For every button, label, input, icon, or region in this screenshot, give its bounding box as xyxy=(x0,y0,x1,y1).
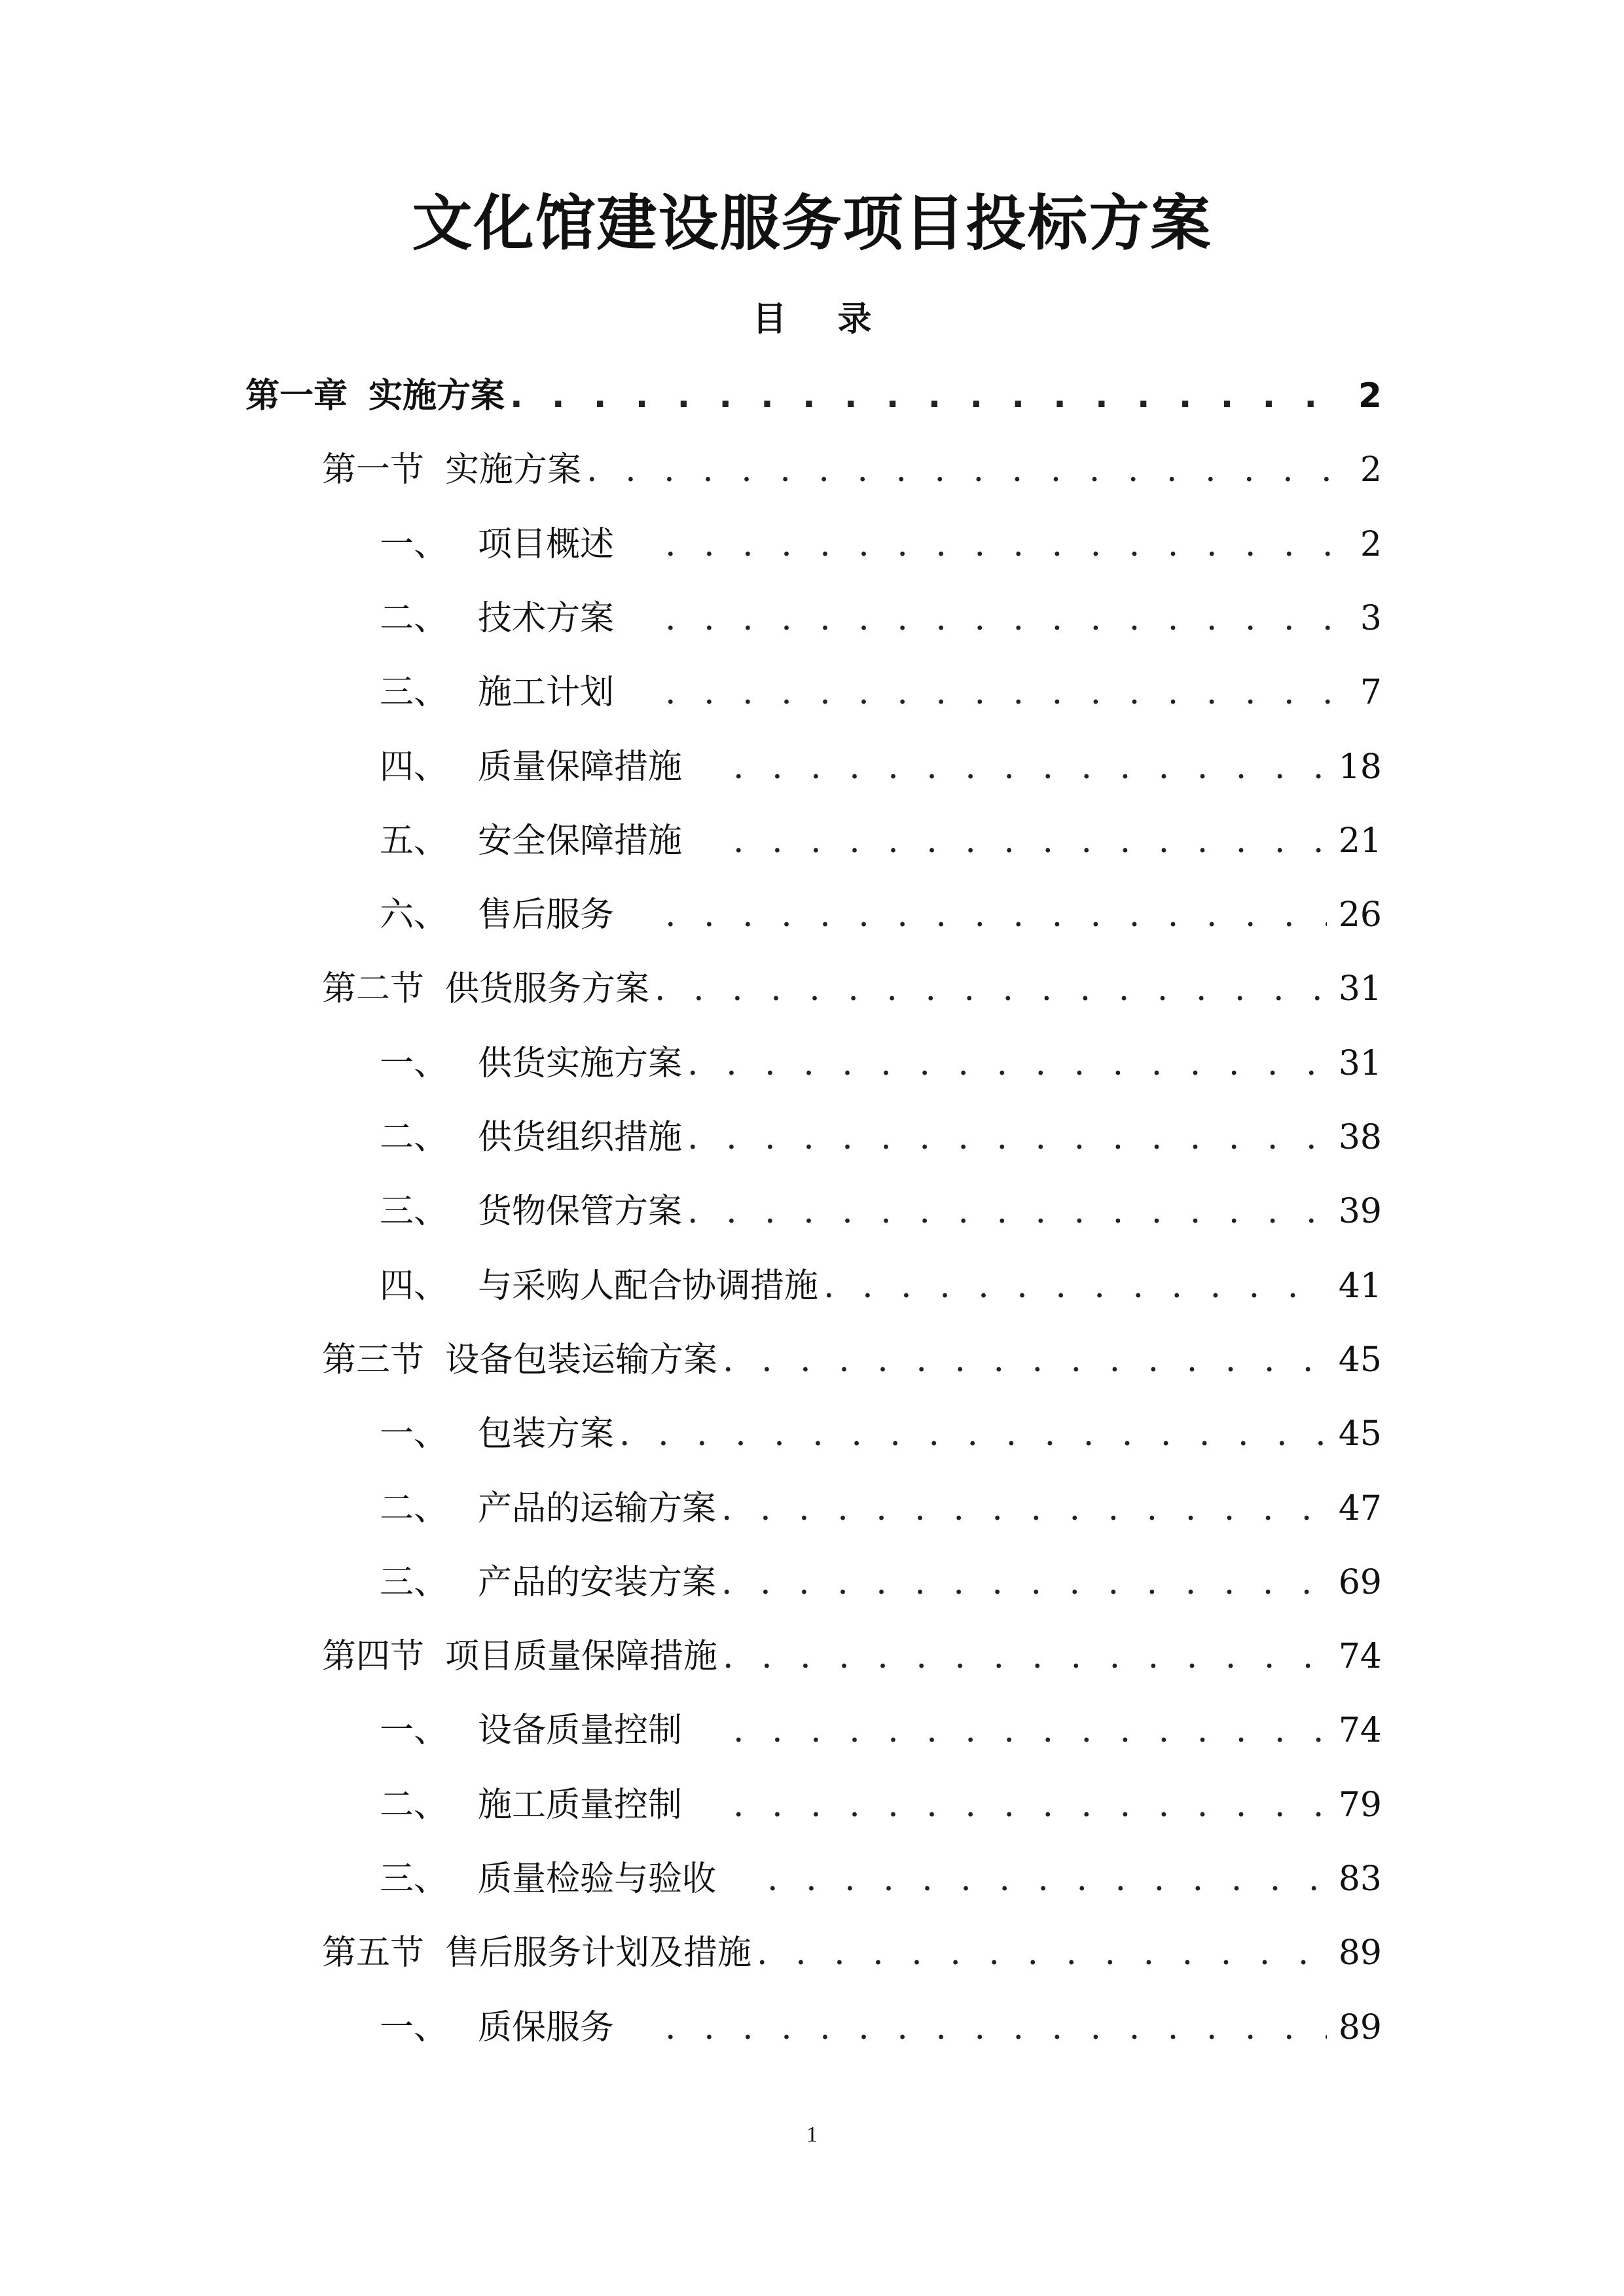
toc-entry-page: 79 xyxy=(1338,1785,1382,1825)
toc-entry[interactable] xyxy=(380,2001,1382,2054)
toc-entry-number: 一、 xyxy=(380,1044,448,1083)
toc-entry[interactable] xyxy=(380,1704,1382,1757)
toc-entry[interactable] xyxy=(380,592,1382,645)
toc-entry-page: 45 xyxy=(1338,1414,1382,1454)
toc-entry-page: 45 xyxy=(1338,1340,1382,1380)
toc-entry-number: 一、 xyxy=(380,525,448,564)
toc-entry-title: 供货服务方案 xyxy=(445,969,650,1009)
toc-entry-page: 2 xyxy=(1360,525,1382,564)
toc-entry-page: 18 xyxy=(1338,747,1382,787)
toc-entry-page: 38 xyxy=(1338,1118,1382,1157)
toc-entry-page: 47 xyxy=(1338,1489,1382,1528)
toc-entry-title: 供货组织措施 xyxy=(478,1118,683,1157)
toc-dot-leader xyxy=(510,370,1346,422)
toc-entry-number: 第五节 xyxy=(322,1933,425,1973)
toc-entry[interactable] xyxy=(380,1408,1382,1460)
toc-entry-title: 质保服务 xyxy=(478,2008,615,2047)
toc-dot-leader xyxy=(665,592,1348,645)
toc-entry-page: 26 xyxy=(1338,895,1382,935)
toc-dot-leader xyxy=(757,1927,1327,1979)
toc-dot-leader xyxy=(687,1037,1327,1090)
toc-entry-title: 质量检验与验收 xyxy=(478,1859,717,1899)
toc-entry[interactable] xyxy=(380,1556,1382,1609)
toc-entry-page: 89 xyxy=(1338,1933,1382,1973)
toc-entry-page: 31 xyxy=(1338,969,1382,1009)
toc-entry-number: 二、 xyxy=(380,1489,448,1528)
toc-entry-title: 技术方案 xyxy=(478,599,615,638)
toc-entry-title: 产品的运输方案 xyxy=(478,1489,717,1528)
toc-entry-title: 设备包装运输方案 xyxy=(445,1340,718,1380)
toc-entry-number: 三、 xyxy=(380,1859,448,1899)
toc-entry-title: 实施方案 xyxy=(445,450,582,490)
toc-entry-number: 五、 xyxy=(380,821,448,861)
toc-dot-leader xyxy=(619,1408,1327,1460)
toc-entry-number: 第三节 xyxy=(322,1340,425,1380)
toc-dot-leader xyxy=(733,815,1327,867)
toc-entry-title: 安全保障措施 xyxy=(478,821,683,861)
toc-entry[interactable] xyxy=(380,518,1382,571)
toc-dot-leader xyxy=(665,518,1348,571)
toc-entry-title: 售后服务 xyxy=(478,895,615,935)
toc-entry-page: 74 xyxy=(1338,1637,1382,1676)
toc-dot-leader xyxy=(687,1185,1327,1238)
toc-dot-leader xyxy=(723,1630,1327,1683)
toc-entry-title: 施工质量控制 xyxy=(478,1785,683,1825)
toc-entry[interactable] xyxy=(380,1482,1382,1535)
toc-entry-title: 售后服务计划及措施 xyxy=(445,1933,752,1973)
toc-entry-page: 2 xyxy=(1360,450,1382,490)
toc-entry-title: 实施方案 xyxy=(369,376,505,416)
toc-entry[interactable] xyxy=(322,1927,1382,1979)
toc-entry-number: 一、 xyxy=(380,2008,448,2047)
toc-entry-page: 7 xyxy=(1360,673,1382,712)
toc-dot-leader xyxy=(586,444,1348,496)
toc-entry-number: 第一节 xyxy=(322,450,425,490)
toc-dot-leader xyxy=(665,2001,1327,2054)
toc-entry-title: 项目概述 xyxy=(478,525,615,564)
toc-entry-page: 21 xyxy=(1338,821,1382,861)
toc-entry[interactable] xyxy=(322,963,1382,1015)
toc-entry[interactable] xyxy=(322,444,1382,496)
toc-entry[interactable] xyxy=(380,815,1382,867)
toc-entry-title: 设备质量控制 xyxy=(478,1711,683,1750)
toc-entry[interactable] xyxy=(245,370,1382,422)
toc-entry[interactable] xyxy=(380,1260,1382,1312)
toc-entry-page: 3 xyxy=(1360,599,1382,638)
document-title: 文化馆建设服务项目投标方案 xyxy=(412,188,1212,259)
toc-dot-leader xyxy=(733,1704,1327,1757)
toc-entry-page: 31 xyxy=(1338,1044,1382,1083)
toc-entry-number: 六、 xyxy=(380,895,448,935)
toc-entry-page: 74 xyxy=(1338,1711,1382,1750)
toc-dot-leader xyxy=(733,1779,1327,1831)
toc-entry[interactable] xyxy=(380,1111,1382,1164)
toc-entry[interactable] xyxy=(380,666,1382,719)
toc-entry[interactable] xyxy=(380,1779,1382,1831)
toc-entry-number: 三、 xyxy=(380,1563,448,1602)
toc-entry-number: 第一章 xyxy=(245,376,348,416)
toc-entry-title: 项目质量保障措施 xyxy=(445,1637,718,1676)
toc-entry[interactable] xyxy=(380,741,1382,793)
toc-entry-title: 施工计划 xyxy=(478,673,615,712)
toc-entry-number: 三、 xyxy=(380,673,448,712)
toc-entry-number: 四、 xyxy=(380,1266,448,1306)
toc-dot-leader xyxy=(721,1482,1327,1535)
toc-entry[interactable] xyxy=(380,1853,1382,1905)
toc-entry-title: 供货实施方案 xyxy=(478,1044,683,1083)
toc-dot-leader xyxy=(723,1334,1327,1386)
toc-dot-leader xyxy=(733,741,1327,793)
toc-heading: 目 录 xyxy=(752,299,892,339)
toc-dot-leader xyxy=(665,666,1348,719)
toc-dot-leader xyxy=(665,889,1327,941)
toc-entry-title: 包装方案 xyxy=(478,1414,615,1454)
toc-dot-leader xyxy=(823,1260,1327,1312)
toc-entry-title: 与采购人配合协调措施 xyxy=(478,1266,819,1306)
toc-entry-title: 质量保障措施 xyxy=(478,747,683,787)
toc-entry-number: 二、 xyxy=(380,1785,448,1825)
page-number: 1 xyxy=(806,2123,818,2147)
toc-dot-leader xyxy=(687,1111,1327,1164)
toc-entry-number: 三、 xyxy=(380,1192,448,1231)
toc-entry-number: 第二节 xyxy=(322,969,425,1009)
toc-entry-number: 四、 xyxy=(380,747,448,787)
toc-entry-page: 83 xyxy=(1338,1859,1382,1899)
toc-entry-page: 2 xyxy=(1358,376,1382,416)
toc-entry-number: 一、 xyxy=(380,1711,448,1750)
toc-entry-page: 89 xyxy=(1338,2008,1382,2047)
toc-entry-number: 二、 xyxy=(380,1118,448,1157)
toc-entry-number: 二、 xyxy=(380,599,448,638)
toc-dot-leader xyxy=(655,963,1327,1015)
toc-entry-page: 69 xyxy=(1338,1563,1382,1602)
toc-entry[interactable] xyxy=(380,889,1382,941)
toc-entry-page: 39 xyxy=(1338,1192,1382,1231)
toc-entry-number: 一、 xyxy=(380,1414,448,1454)
toc-dot-leader xyxy=(721,1556,1327,1609)
toc-entry-title: 货物保管方案 xyxy=(478,1192,683,1231)
toc-entry[interactable] xyxy=(322,1334,1382,1386)
toc-entry[interactable] xyxy=(322,1630,1382,1683)
toc-dot-leader xyxy=(767,1853,1327,1905)
toc-entry-title: 产品的安装方案 xyxy=(478,1563,717,1602)
toc-entry[interactable] xyxy=(380,1037,1382,1090)
toc-entry[interactable] xyxy=(380,1185,1382,1238)
toc-entry-number: 第四节 xyxy=(322,1637,425,1676)
toc-entry-page: 41 xyxy=(1338,1266,1382,1306)
